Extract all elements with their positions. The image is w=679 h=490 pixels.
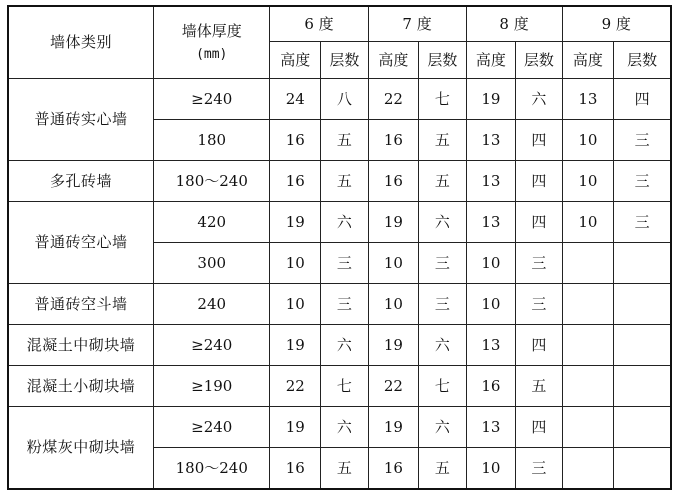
wall-thickness-cell: 180～240	[154, 161, 270, 202]
height-value-cell: 16	[368, 120, 419, 161]
header-intensity-7: 7 度	[368, 6, 466, 42]
header-intensity-6: 6 度	[270, 6, 368, 42]
floors-value-cell: 五	[321, 161, 368, 202]
floors-value-cell: 七	[321, 366, 368, 407]
table-row	[8, 161, 671, 202]
floors-value-cell: 七	[419, 79, 466, 120]
wall-thickness-cell: ≥240	[154, 407, 270, 448]
height-value-cell: 22	[368, 366, 419, 407]
subheader-height: 高度	[270, 42, 321, 79]
floors-value-cell: 三	[419, 243, 466, 284]
wall-thickness-cell: 180～240	[154, 448, 270, 490]
height-value-cell: 22	[368, 79, 419, 120]
floors-value-cell: 六	[516, 79, 562, 120]
height-value-cell: 10	[466, 284, 516, 325]
table-row	[8, 284, 671, 325]
height-value-cell: 13	[466, 161, 516, 202]
wall-thickness-cell: 300	[154, 243, 270, 284]
subheader-floors: 层数	[419, 42, 466, 79]
height-value-cell: 16	[270, 161, 321, 202]
floors-value-cell: 四	[516, 120, 562, 161]
floors-value-cell: 五	[516, 366, 562, 407]
subheader-floors: 层数	[321, 42, 368, 79]
height-value-cell: 10	[368, 284, 419, 325]
document-page	[7, 5, 672, 490]
height-value-cell	[562, 284, 614, 325]
height-value-cell: 13	[466, 407, 516, 448]
floors-value-cell	[614, 448, 671, 490]
floors-value-cell: 六	[419, 202, 466, 243]
header-intensity-8: 8 度	[466, 6, 562, 42]
floors-value-cell: 六	[321, 407, 368, 448]
wall-category-cell: 普通砖空心墙	[8, 202, 154, 284]
height-value-cell: 10	[562, 161, 614, 202]
height-value-cell: 19	[368, 202, 419, 243]
header-intensity-9: 9 度	[562, 6, 671, 42]
table-row	[8, 202, 671, 243]
height-value-cell	[562, 366, 614, 407]
floors-value-cell: 三	[614, 120, 671, 161]
floors-value-cell: 三	[321, 284, 368, 325]
wall-thickness-cell: 180	[154, 120, 270, 161]
subheader-height: 高度	[562, 42, 614, 79]
floors-value-cell: 五	[419, 120, 466, 161]
height-value-cell	[562, 243, 614, 284]
height-value-cell: 10	[270, 243, 321, 284]
height-value-cell: 10	[562, 202, 614, 243]
floors-value-cell: 五	[321, 448, 368, 490]
height-value-cell: 10	[270, 284, 321, 325]
floors-value-cell: 三	[516, 284, 562, 325]
height-value-cell: 22	[270, 366, 321, 407]
height-value-cell: 16	[368, 448, 419, 490]
table-row	[8, 407, 671, 448]
floors-value-cell: 五	[419, 448, 466, 490]
height-value-cell: 24	[270, 79, 321, 120]
floors-value-cell: 八	[321, 79, 368, 120]
floors-value-cell: 四	[614, 79, 671, 120]
subheader-height: 高度	[368, 42, 419, 79]
header-row	[8, 6, 671, 42]
subheader-floors: 层数	[614, 42, 671, 79]
floors-value-cell	[614, 243, 671, 284]
header-thickness	[154, 6, 270, 79]
wall-thickness-cell: ≥240	[154, 79, 270, 120]
height-value-cell: 19	[466, 79, 516, 120]
height-value-cell: 19	[270, 407, 321, 448]
floors-value-cell	[614, 284, 671, 325]
height-value-cell	[562, 448, 614, 490]
floors-value-cell	[614, 407, 671, 448]
floors-value-cell: 三	[516, 243, 562, 284]
floors-value-cell: 五	[321, 120, 368, 161]
wall-category-cell: 混凝土小砌块墙	[8, 366, 154, 407]
height-value-cell: 10	[562, 120, 614, 161]
floors-value-cell: 四	[516, 325, 562, 366]
table-row	[8, 325, 671, 366]
wall-height-limit-table	[7, 5, 672, 490]
wall-category-cell: 普通砖实心墙	[8, 79, 154, 161]
floors-value-cell	[614, 325, 671, 366]
floors-value-cell: 三	[321, 243, 368, 284]
wall-category-cell: 多孔砖墙	[8, 161, 154, 202]
height-value-cell	[562, 325, 614, 366]
wall-thickness-cell: 240	[154, 284, 270, 325]
height-value-cell: 19	[270, 325, 321, 366]
height-value-cell: 19	[368, 407, 419, 448]
subheader-floors: 层数	[516, 42, 562, 79]
height-value-cell	[562, 407, 614, 448]
height-value-cell: 16	[368, 161, 419, 202]
floors-value-cell: 三	[614, 161, 671, 202]
wall-category-cell: 粉煤灰中砌块墙	[8, 407, 154, 490]
height-value-cell: 16	[466, 366, 516, 407]
height-value-cell: 10	[466, 243, 516, 284]
subheader-height: 高度	[466, 42, 516, 79]
height-value-cell: 13	[466, 202, 516, 243]
header-category: 墙体类别	[8, 6, 154, 79]
height-value-cell: 13	[562, 79, 614, 120]
floors-value-cell: 六	[321, 325, 368, 366]
table-row	[8, 79, 671, 120]
floors-value-cell: 四	[516, 202, 562, 243]
floors-value-cell: 三	[614, 202, 671, 243]
height-value-cell: 13	[466, 120, 516, 161]
wall-category-cell: 普通砖空斗墙	[8, 284, 154, 325]
floors-value-cell: 六	[321, 202, 368, 243]
height-value-cell: 10	[368, 243, 419, 284]
wall-category-cell: 混凝土中砌块墙	[8, 325, 154, 366]
height-value-cell: 13	[466, 325, 516, 366]
floors-value-cell: 六	[419, 407, 466, 448]
height-value-cell: 19	[368, 325, 419, 366]
wall-thickness-cell: ≥190	[154, 366, 270, 407]
height-value-cell: 19	[270, 202, 321, 243]
floors-value-cell: 四	[516, 161, 562, 202]
header-thickness-label: 墙体厚度	[181, 22, 242, 41]
floors-value-cell: 七	[419, 366, 466, 407]
wall-thickness-cell: ≥240	[154, 325, 270, 366]
floors-value-cell: 六	[419, 325, 466, 366]
floors-value-cell: 三	[419, 284, 466, 325]
header-thickness-unit: (mm)	[196, 46, 228, 62]
floors-value-cell: 三	[516, 448, 562, 490]
table-body	[8, 79, 671, 490]
table-row	[8, 366, 671, 407]
floors-value-cell: 四	[516, 407, 562, 448]
floors-value-cell: 五	[419, 161, 466, 202]
height-value-cell: 16	[270, 120, 321, 161]
wall-thickness-cell: 420	[154, 202, 270, 243]
height-value-cell: 10	[466, 448, 516, 490]
height-value-cell: 16	[270, 448, 321, 490]
floors-value-cell	[614, 366, 671, 407]
